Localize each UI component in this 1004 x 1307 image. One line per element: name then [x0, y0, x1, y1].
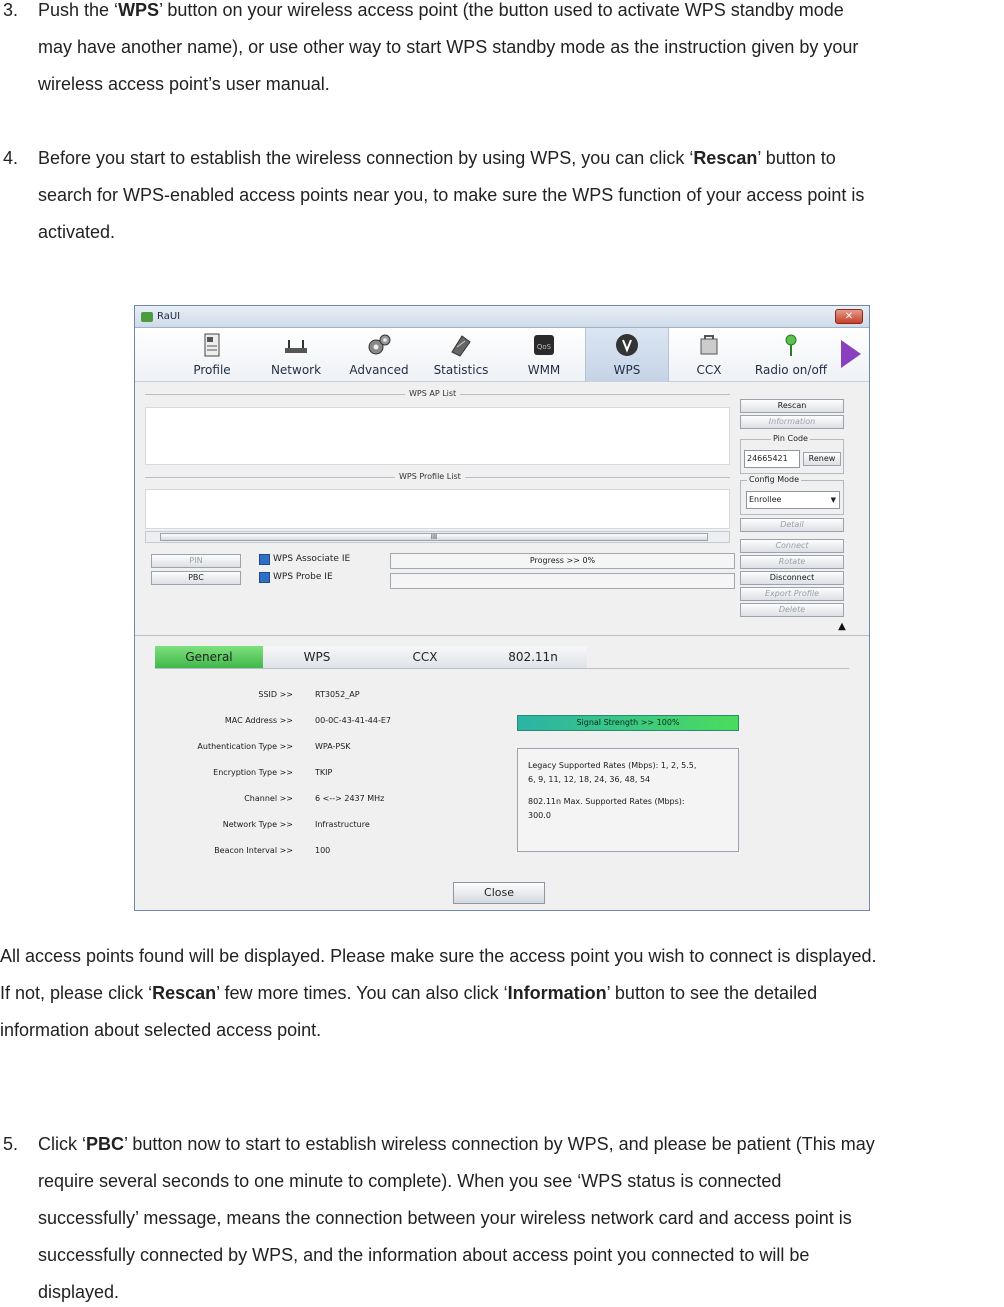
- tab-general[interactable]: General: [155, 646, 263, 668]
- progress-bar: Progress >> 0%: [390, 553, 735, 569]
- pin-code-field[interactable]: 24665421: [744, 450, 800, 468]
- detail-button[interactable]: Detail: [740, 518, 844, 532]
- step-line: activated.: [38, 222, 116, 242]
- step-line: successfully connected by WPS, and the information about access point you connected to will be: [38, 1245, 810, 1265]
- info-label: Encryption Type >>: [213, 768, 293, 777]
- wps-ap-list[interactable]: [145, 407, 730, 465]
- info-label: Beacon Interval >>: [214, 846, 293, 855]
- toolbar-ccx[interactable]: [681, 328, 737, 382]
- wmm-icon: [531, 332, 557, 358]
- wps-profile-list-label: WPS Profile List: [395, 472, 465, 481]
- chevron-down-icon: ▼: [830, 496, 836, 504]
- delete-button[interactable]: Delete: [740, 603, 844, 617]
- info-label: Channel >>: [244, 794, 293, 803]
- info-label: Authentication Type >>: [197, 742, 293, 751]
- paragraph-line: information about selected access point.: [0, 1020, 322, 1040]
- title-bar: [135, 306, 869, 328]
- step-line: Before you start to establish the wireless connection by using WPS, you can click ‘Rescan’ button to: [38, 148, 836, 168]
- step-number: 4.: [3, 148, 19, 168]
- pin-code-group: [740, 434, 844, 474]
- step-line: require several seconds to one minute to complete). When you see ‘WPS status is connected: [38, 1171, 782, 1191]
- info-value: WPA-PSK: [315, 742, 351, 751]
- toolbar-wmm[interactable]: [513, 328, 575, 382]
- svg-text:QoS: QoS: [536, 343, 552, 351]
- spacer: [528, 787, 728, 795]
- close-button[interactable]: Close: [453, 882, 545, 904]
- window-title: RaUI: [157, 311, 181, 322]
- info-label: MAC Address >>: [224, 716, 293, 725]
- next-arrow-icon[interactable]: [841, 340, 861, 368]
- wps-icon: [614, 332, 640, 358]
- horizontal-scrollbar[interactable]: [145, 531, 730, 543]
- info-value: TKIP: [315, 768, 333, 777]
- app-icon: [141, 312, 153, 322]
- toolbar: [135, 328, 869, 382]
- wps-profile-list[interactable]: [145, 489, 730, 529]
- pin-code-label: Pin Code: [773, 434, 808, 443]
- export-profile-button[interactable]: Export Profile: [740, 587, 844, 601]
- rotate-button[interactable]: Rotate: [740, 555, 844, 569]
- step-number: 3.: [3, 0, 19, 20]
- tab-80211n[interactable]: 802.11n: [479, 646, 587, 668]
- toolbar-network[interactable]: [263, 328, 329, 382]
- connect-button[interactable]: Connect: [740, 539, 844, 553]
- collapse-arrow-icon[interactable]: ▲: [838, 621, 846, 632]
- toolbar-wps[interactable]: [585, 328, 669, 382]
- rates-line: 802.11n Max. Supported Rates (Mbps):: [528, 797, 685, 806]
- paragraph-line: All access points found will be displayed. Please make sure the access point you wish to connect is displayed.: [0, 946, 877, 966]
- rates-line: 300.0: [528, 811, 551, 820]
- checkbox-label: WPS Associate IE: [273, 554, 351, 564]
- toolbar-label: Statistics: [433, 363, 489, 377]
- step-line: may have another name), or use other way to start WPS standby mode as the instruction given by your: [38, 37, 859, 57]
- info-value: 100: [315, 846, 331, 855]
- rates-line: Legacy Supported Rates (Mbps): 1, 2, 5.5,: [528, 761, 697, 770]
- config-mode-value: Enrollee: [749, 495, 782, 504]
- step-line: wireless access point’s user manual.: [38, 74, 330, 94]
- toolbar-label: WPS: [613, 363, 641, 377]
- pin-button[interactable]: PIN: [151, 554, 241, 568]
- pbc-button[interactable]: PBC: [151, 571, 241, 585]
- tab-underline: [155, 668, 849, 669]
- info-label: Network Type >>: [222, 820, 293, 829]
- signal-strength-bar: Signal Strength >> 100%: [517, 715, 739, 731]
- window-close-button[interactable]: ✕: [835, 309, 863, 324]
- toolbar-radio-toggle[interactable]: [747, 328, 835, 382]
- config-mode-group: [740, 475, 844, 515]
- toolbar-label: WMM: [527, 363, 561, 377]
- toolbar-statistics[interactable]: [427, 328, 495, 382]
- gears-icon: [366, 332, 392, 358]
- statistics-icon: [448, 332, 474, 358]
- toolbar-label: Advanced: [349, 363, 409, 377]
- wps-ap-list-label: WPS AP List: [405, 389, 460, 398]
- toolbar-profile[interactable]: [181, 328, 243, 382]
- scrollbar-thumb[interactable]: III: [160, 533, 708, 541]
- step-line: displayed.: [38, 1282, 120, 1302]
- wps-associate-ie-checkbox[interactable]: [259, 554, 270, 565]
- status-field: [390, 573, 735, 589]
- disconnect-button[interactable]: Disconnect: [740, 571, 844, 585]
- checkbox-label: WPS Probe IE: [273, 572, 333, 582]
- step-line: successfully’ message, means the connection between your wireless network card and access point is: [38, 1208, 852, 1228]
- rates-line: 6, 9, 11, 12, 18, 24, 36, 48, 54: [528, 775, 651, 784]
- toolbar-label: Radio on/off: [754, 363, 828, 377]
- supported-rates-box: [517, 748, 739, 852]
- info-label: SSID >>: [258, 690, 293, 699]
- paragraph-line: If not, please click ‘Rescan’ few more times. You can also click ‘Information’ button to see the detailed: [0, 983, 818, 1003]
- step-line: Push the ‘WPS’ button on your wireless access point (the button used to activate WPS standby mode: [38, 0, 844, 20]
- renew-button[interactable]: Renew: [803, 452, 841, 466]
- step-line: Click ‘PBC’ button now to start to establish wireless connection by WPS, and please be patient (This may: [38, 1134, 875, 1154]
- divider: [135, 635, 869, 636]
- ccx-icon: [696, 332, 722, 358]
- toolbar-label: Profile: [193, 363, 231, 377]
- step-number: 5.: [3, 1134, 19, 1154]
- info-value: Infrastructure: [315, 820, 370, 829]
- toolbar-label: CCX: [696, 363, 722, 377]
- config-mode-label: Config Mode: [749, 475, 800, 484]
- tab-wps[interactable]: WPS: [263, 646, 371, 668]
- info-value: RT3052_AP: [315, 690, 360, 699]
- rescan-button[interactable]: Rescan: [740, 399, 844, 413]
- tab-ccx[interactable]: CCX: [371, 646, 479, 668]
- radio-antenna-icon: [778, 332, 804, 358]
- wps-probe-ie-checkbox[interactable]: [259, 572, 270, 583]
- toolbar-advanced[interactable]: [343, 328, 415, 382]
- information-button[interactable]: Information: [740, 415, 844, 429]
- info-value: 6 <--> 2437 MHz: [315, 794, 385, 803]
- step-line: search for WPS-enabled access points near you, to make sure the WPS function of your access point is: [38, 185, 865, 205]
- config-mode-select[interactable]: [746, 491, 840, 509]
- profile-icon: [199, 332, 225, 358]
- network-icon: [283, 332, 309, 358]
- info-value: 00-0C-43-41-44-E7: [315, 716, 391, 725]
- raui-window: [134, 305, 870, 911]
- toolbar-label: Network: [270, 363, 322, 377]
